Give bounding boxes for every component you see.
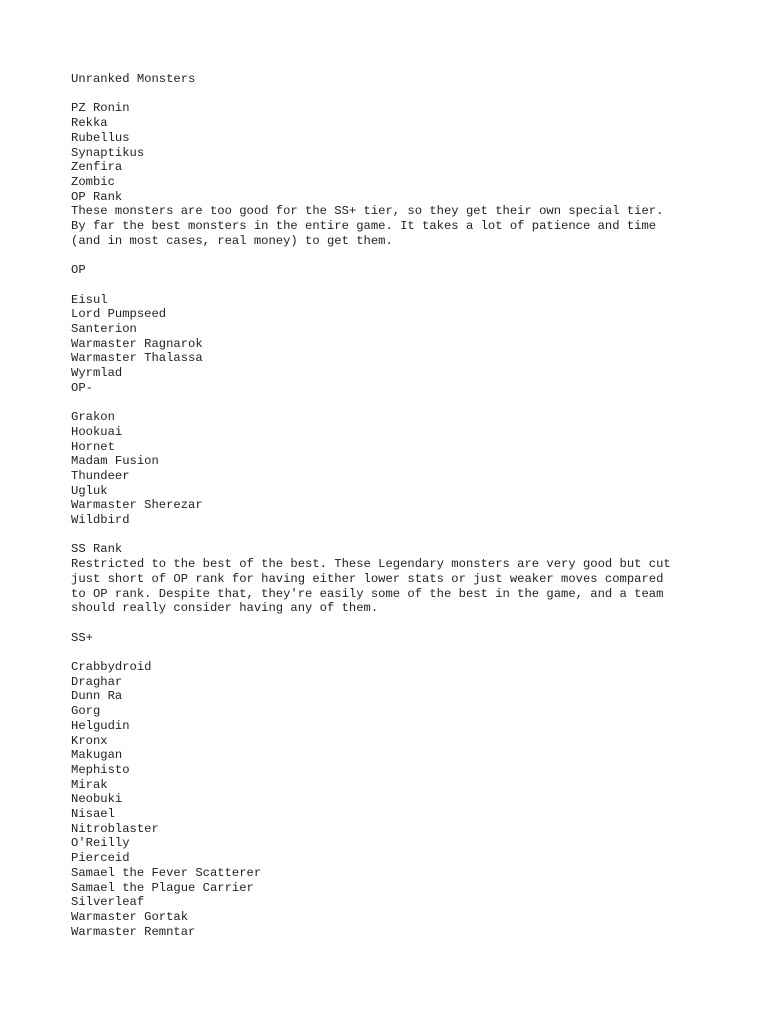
list-item: Gorg	[71, 704, 101, 719]
op-minus-tier-label: OP-	[71, 380, 93, 395]
list-item: Warmaster Ragnarok	[71, 336, 203, 351]
unranked-list	[71, 101, 711, 189]
list-item: Kronx	[71, 733, 108, 748]
list-item: Warmaster Remntar	[71, 924, 196, 939]
description-line: just short of OP rank for having either lower stats or just weaker moves compared	[71, 571, 664, 586]
list-item: Silverleaf	[71, 895, 145, 910]
list-item: Nisael	[71, 807, 115, 822]
list-item: Lord Pumpseed	[71, 307, 167, 322]
spacer	[71, 616, 711, 631]
spacer	[71, 528, 711, 543]
list-item: O'Reilly	[71, 836, 130, 851]
list-item: Madam Fusion	[71, 454, 159, 469]
list-item: Warmaster Thalassa	[71, 351, 203, 366]
list-item: Pierceid	[71, 851, 130, 866]
list-item: Neobuki	[71, 792, 123, 807]
document-page	[71, 72, 711, 939]
op-rank-heading: OP Rank	[71, 189, 123, 204]
list-item: Wyrmlad	[71, 366, 123, 381]
list-item: Dunn Ra	[71, 689, 123, 704]
list-item: Mirak	[71, 777, 108, 792]
spacer	[71, 645, 711, 660]
op-minus-tier-list	[71, 410, 711, 528]
spacer	[71, 87, 711, 102]
list-item: Thundeer	[71, 468, 130, 483]
list-item: Warmaster Gortak	[71, 909, 189, 924]
list-item: Rubellus	[71, 130, 130, 145]
list-item: Synaptikus	[71, 145, 145, 160]
list-item: Hornet	[71, 439, 115, 454]
ss-plus-tier-label: SS+	[71, 630, 93, 645]
list-item: Samael the Fever Scatterer	[71, 865, 262, 880]
list-item: Helgudin	[71, 718, 130, 733]
list-item: Hookuai	[71, 424, 123, 439]
ss-rank-heading: SS Rank	[71, 542, 123, 557]
description-line: These monsters are too good for the SS+ tier, so they get their own special tier.	[71, 204, 664, 219]
op-rank-description	[71, 204, 711, 248]
description-line: should really consider having any of them.	[71, 601, 379, 616]
list-item: Mephisto	[71, 762, 130, 777]
list-item: Draghar	[71, 674, 123, 689]
spacer	[71, 248, 711, 263]
ss-plus-tier-list	[71, 660, 711, 939]
list-item: Eisul	[71, 292, 108, 307]
list-item: Makugan	[71, 748, 123, 763]
list-item: Crabbydroid	[71, 660, 152, 675]
description-line: Restricted to the best of the best. These Legendary monsters are very good but cut	[71, 557, 671, 572]
list-item: Nitroblaster	[71, 821, 159, 836]
ss-rank-description	[71, 557, 711, 616]
op-tier-label: OP	[71, 263, 86, 278]
list-item: Grakon	[71, 410, 115, 425]
description-line: to OP rank. Despite that, they're easily some of the best in the game, and a team	[71, 586, 664, 601]
list-item: Warmaster Sherezar	[71, 498, 203, 513]
list-item: Ugluk	[71, 483, 108, 498]
document-title: Unranked Monsters	[71, 72, 196, 86]
list-item: Samael the Plague Carrier	[71, 880, 254, 895]
list-item: Wildbird	[71, 513, 130, 528]
description-line: (and in most cases, real money) to get them.	[71, 233, 393, 248]
spacer	[71, 395, 711, 410]
list-item: PZ Ronin	[71, 101, 130, 116]
spacer	[71, 278, 711, 293]
list-item: Santerion	[71, 321, 137, 336]
list-item: Rekka	[71, 116, 108, 131]
op-tier-list	[71, 293, 711, 381]
description-line: By far the best monsters in the entire game. It takes a lot of patience and time	[71, 219, 657, 234]
list-item: Zenfira	[71, 160, 123, 175]
list-item: Zombic	[71, 174, 115, 189]
